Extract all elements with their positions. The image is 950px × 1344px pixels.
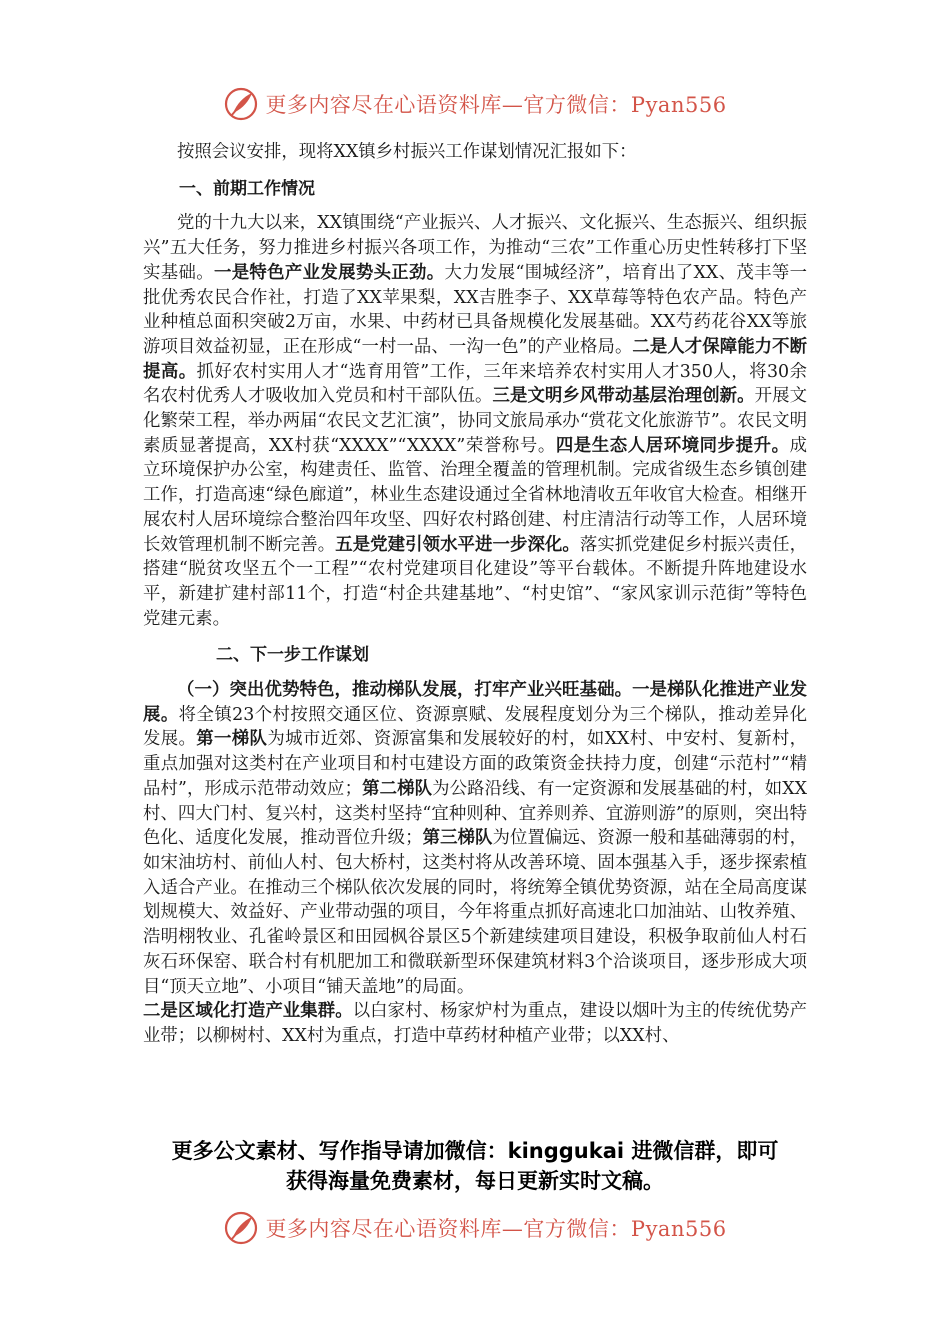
point-2: 二是人才保障能力不断提高。	[143, 336, 807, 382]
tier-2: 第二梯队	[361, 778, 433, 799]
promo-line-1: 更多公文素材、写作指导请加微信：kinggukai 进微信群，即可	[171, 1139, 779, 1163]
banner-text: 更多内容尽在心语资料库—官方微信：Pyan556	[265, 1217, 727, 1241]
promo-text	[60, 1136, 890, 1196]
section1-heading: 一、前期工作情况	[179, 178, 315, 199]
point-4: 四是生态人居环境同步提升。	[555, 435, 790, 456]
footer-banner	[0, 1208, 950, 1248]
promo-line-2: 获得海量免费素材，每日更新实时文稿。	[286, 1169, 664, 1193]
intro-paragraph: 按照会议安排，现将XX镇乡村振兴工作谋划情况汇报如下：	[177, 142, 637, 162]
tier-3: 第三梯队	[422, 828, 493, 849]
point-3: 三是文明乡风带动基层治理创新。	[492, 386, 755, 407]
section2-paragraph: （一）突出优势特色，推动梯队发展，打牢产业兴旺基础。一是梯队化推进产业发展。将全镇23个村按照交通区位、资源禀赋、发展程度划分为三个梯队，推动差异化发展。第一梯队为城市近郊、资源富集和发展较好的村，如XX村、中安村、复新村，重点加强对这类村在产业项目和村屯建设方面的政策资金扶持力度，创建“示范村”“精品村”，形成示范带动效应；第二梯队为公路沿线、有一定资源和发展基础的村，如XX村、四大门村、复兴村，这类村坚持“宜种则种、宜养则养、宜游则游”的原则，突出特色化、适度化发展，推动晋位升级；第三梯队为位置偏远、资源一般和基础薄弱的村，如宋油坊村、前仙人村、包大桥村，这类村将从改善环境、固本强基入手，逐步探索植入适合产业。在推动三个梯队依次发展的同时，将统筹全镇优势资源，站在全局高度谋划规模大、效益好、产业带动强的项目，今年将重点抓好高速北口加油站、山牧养殖、浩明栩牧业、孔雀岭景区和田园枫谷景区5个新建续建项目建设，积极争取前仙人村石灰石环保窑、联合村有机肥加工和微联新型环保建筑材料3个洽谈项目，逐步形成大项目“顶天立地”、小项目“铺天盖地”的局面。	[143, 680, 807, 997]
point-1: 一是特色产业发展势头正劲。	[213, 262, 445, 283]
subsection-lead: （一）突出优势特色，推动梯队发展，打牢产业兴旺基础。一是梯队化推进产业发展。	[143, 680, 807, 725]
feather-pen-logo-icon	[223, 1210, 259, 1246]
header-banner	[0, 84, 950, 124]
section2-paragraph-2: 二是区域化打造产业集群。以白家村、杨家炉村为重点，建设以烟叶为主的传统优势产业带；以柳树村、XX村为重点，打造中草药材种植产业带；以XX村、	[143, 1001, 807, 1046]
banner-text: 更多内容尽在心语资料库—官方微信：Pyan556	[265, 93, 727, 117]
point-cluster: 二是区域化打造产业集群。	[143, 1001, 353, 1022]
section1-paragraph: 党的十九大以来，XX镇围绕“产业振兴、人才振兴、文化振兴、生态振兴、组织振兴”五大任务，努力推进乡村振兴各项工作，为推动“三农”工作重心历史性转移打下坚实基础。一是特色产业发展势头正劲。大力发展“围城经济”，培育出了XX、茂丰等一批优秀农民合作社，打造了XX苹果梨，XX吉胜李子、XX草莓等特色农产品。特色产业种植总面积突破2万亩，水果、中药材已具备规模化发展基础。XX芍药花谷XX等旅游项目效益初显，正在形成“一村一品、一沟一色”的产业格局。二是人才保障能力不断提高。抓好农村实用人才“选育用管”工作，三年来培养农村实用人才350人，将30余名农村优秀人才吸收加入党员和村干部队伍。三是文明乡风带动基层治理创新。开展文化繁荣工程，举办两届“农民文艺汇演”，协同文旅局承办“赏花文化旅游节”。农民文明素质显著提高，XX村获“XXXX”“XXXX”荣誉称号。四是生态人居环境同步提升。成立环境保护办公室，构建责任、监管、治理全覆盖的管理机制。完成省级生态乡镇创建工作，打造高速“绿色廊道”，林业生态建设通过全省林地清收五年收官大检查。相继开展农村人居环境综合整治四年攻坚、四好农村路创建、村庄清洁行动等工作，人居环境长效管理机制不断完善。五是党建引领水平进一步深化。落实抓党建促乡村振兴责任，搭建“脱贫攻坚五个一工程”“农村党建项目化建设”等平台载体。不断提升阵地建设水平，新建扩建村部11个，打造“村企共建基地”、“村史馆”、“家风家训示范街”等特色党建元素。	[143, 213, 807, 629]
feather-pen-logo-icon	[223, 86, 259, 122]
section2-heading: 二、下一步工作谋划	[216, 645, 369, 666]
tier-1: 第一梯队	[196, 729, 268, 750]
document-body	[143, 140, 807, 1049]
point-5: 五是党建引领水平进一步深化。	[335, 534, 580, 555]
